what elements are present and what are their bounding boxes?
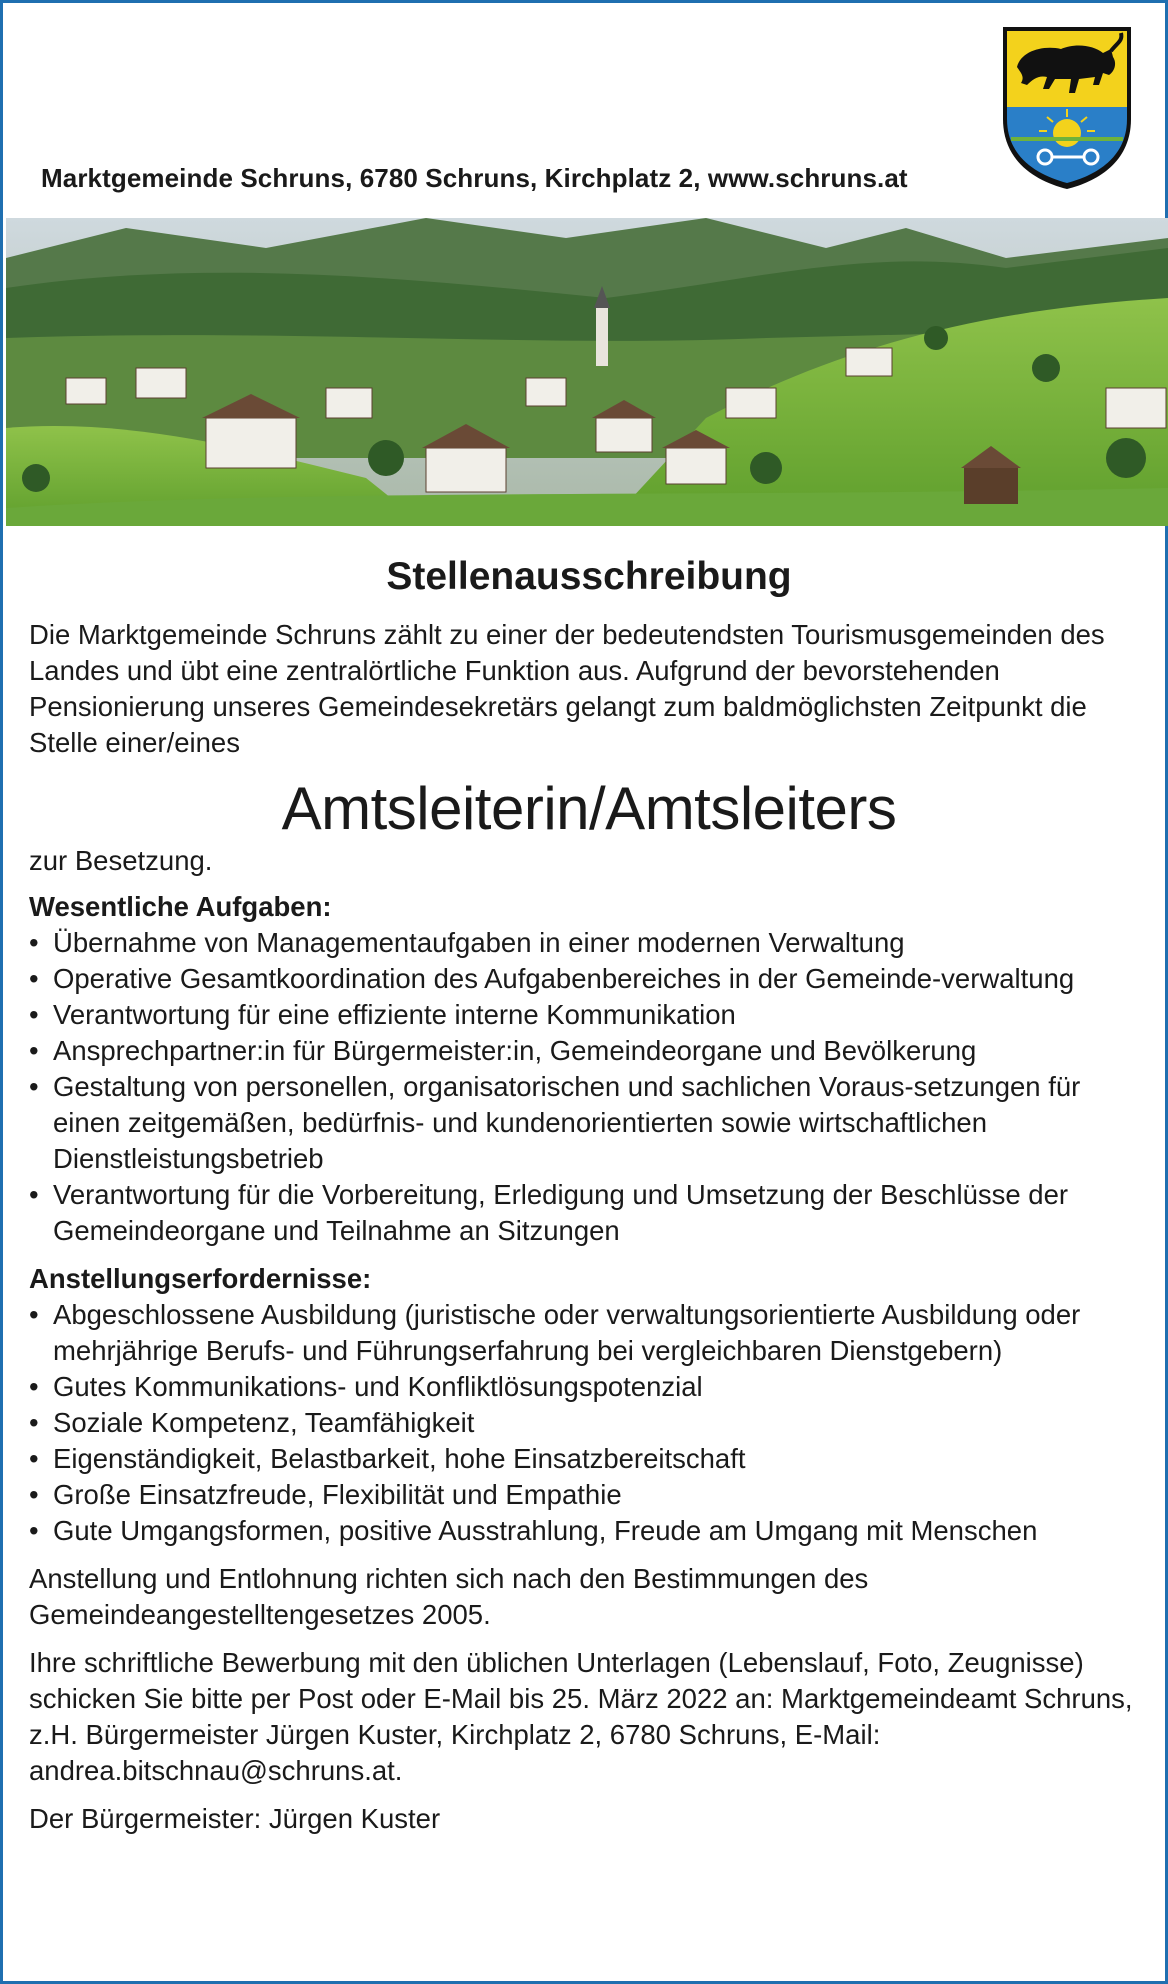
list-item: • Gute Umgangsformen, positive Ausstrahlung, Freude am Umgang mit Menschen	[29, 1513, 1149, 1549]
list-item: • Übernahme von Managementaufgaben in einer modernen Verwaltung	[29, 925, 1149, 961]
list-item: • Eigenständigkeit, Belastbarkeit, hohe Einsatzbereitschaft	[29, 1441, 1149, 1477]
intro-text: Die Marktgemeinde Schruns zählt zu einer der bedeutendsten Tourismusgemeinden des Landes und übt eine zentralörtliche Funktion aus. Aufgrund der bevorstehenden Pensionierung unseres Gemeindesekretärs gelangt zum baldmöglichsten Zeitpunkt die Stelle einer/eines	[29, 619, 1105, 758]
bison-crest-icon	[999, 23, 1135, 191]
application-instructions: Ihre schriftliche Bewerbung mit den üblichen Unterlagen (Lebenslauf, Foto, Zeugnisse) schicken Sie bitte per Post oder E-Mail bis 25. März 2022 an: Marktgemeindeamt Schruns, z.H. Bürgermeister Jürgen Kuster, Kirchplatz 2, 6780 Schruns, E-Mail: andrea.bitschnau@schruns.at.	[29, 1647, 1133, 1786]
employment-note: Anstellung und Entlohnung richten sich nach den Bestimmungen des Gemeindeangestelltengesetzes 2005.	[29, 1563, 869, 1630]
list-item: • Große Einsatzfreude, Flexibilität und Empathie	[29, 1477, 1149, 1513]
village-landscape-photo	[6, 218, 1168, 526]
tasks-list	[29, 925, 1149, 1249]
signature: Der Bürgermeister: Jürgen Kuster	[29, 1803, 441, 1834]
list-item: • Ansprechpartner:in für Bürgermeister:in, Gemeindeorgane und Bevölkerung	[29, 1033, 1149, 1069]
list-item: • Verantwortung für eine effiziente interne Kommunikation	[29, 997, 1149, 1033]
page-title: Stellenausschreibung	[386, 555, 792, 598]
list-item: • Gestaltung von personellen, organisatorischen und sachlichen Voraus-setzungen für einen zeitgemäßen, bedürfnis- und kundenorientierten sowie wirtschaftlichen Dienstleistungsbetrieb	[29, 1069, 1149, 1177]
position-title: Amtsleiterin/Amtsleiters	[281, 775, 897, 842]
requirements-list	[29, 1297, 1149, 1549]
address-line: Marktgemeinde Schruns, 6780 Schruns, Kirchplatz 2, www.schruns.at	[41, 163, 908, 193]
list-item: • Gutes Kommunikations- und Konfliktlösungspotenzial	[29, 1369, 1149, 1405]
after-position-text: zur Besetzung.	[29, 845, 213, 876]
list-item: • Soziale Kompetenz, Teamfähigkeit	[29, 1405, 1149, 1441]
tasks-heading: Wesentliche Aufgaben:	[29, 891, 332, 922]
list-item: • Abgeschlossene Ausbildung (juristische oder verwaltungsorientierte Ausbildung oder mehrjährige Berufs- und Führungserfahrung bei vergleichbaren Dienstgebern)	[29, 1297, 1149, 1369]
requirements-heading: Anstellungserfordernisse:	[29, 1263, 372, 1294]
list-item: • Operative Gesamtkoordination des Aufgabenbereiches in der Gemeinde-verwaltung	[29, 961, 1149, 997]
list-item: • Verantwortung für die Vorbereitung, Erledigung und Umsetzung der Beschlüsse der Gemeindeorgane und Teilnahme an Sitzungen	[29, 1177, 1149, 1249]
